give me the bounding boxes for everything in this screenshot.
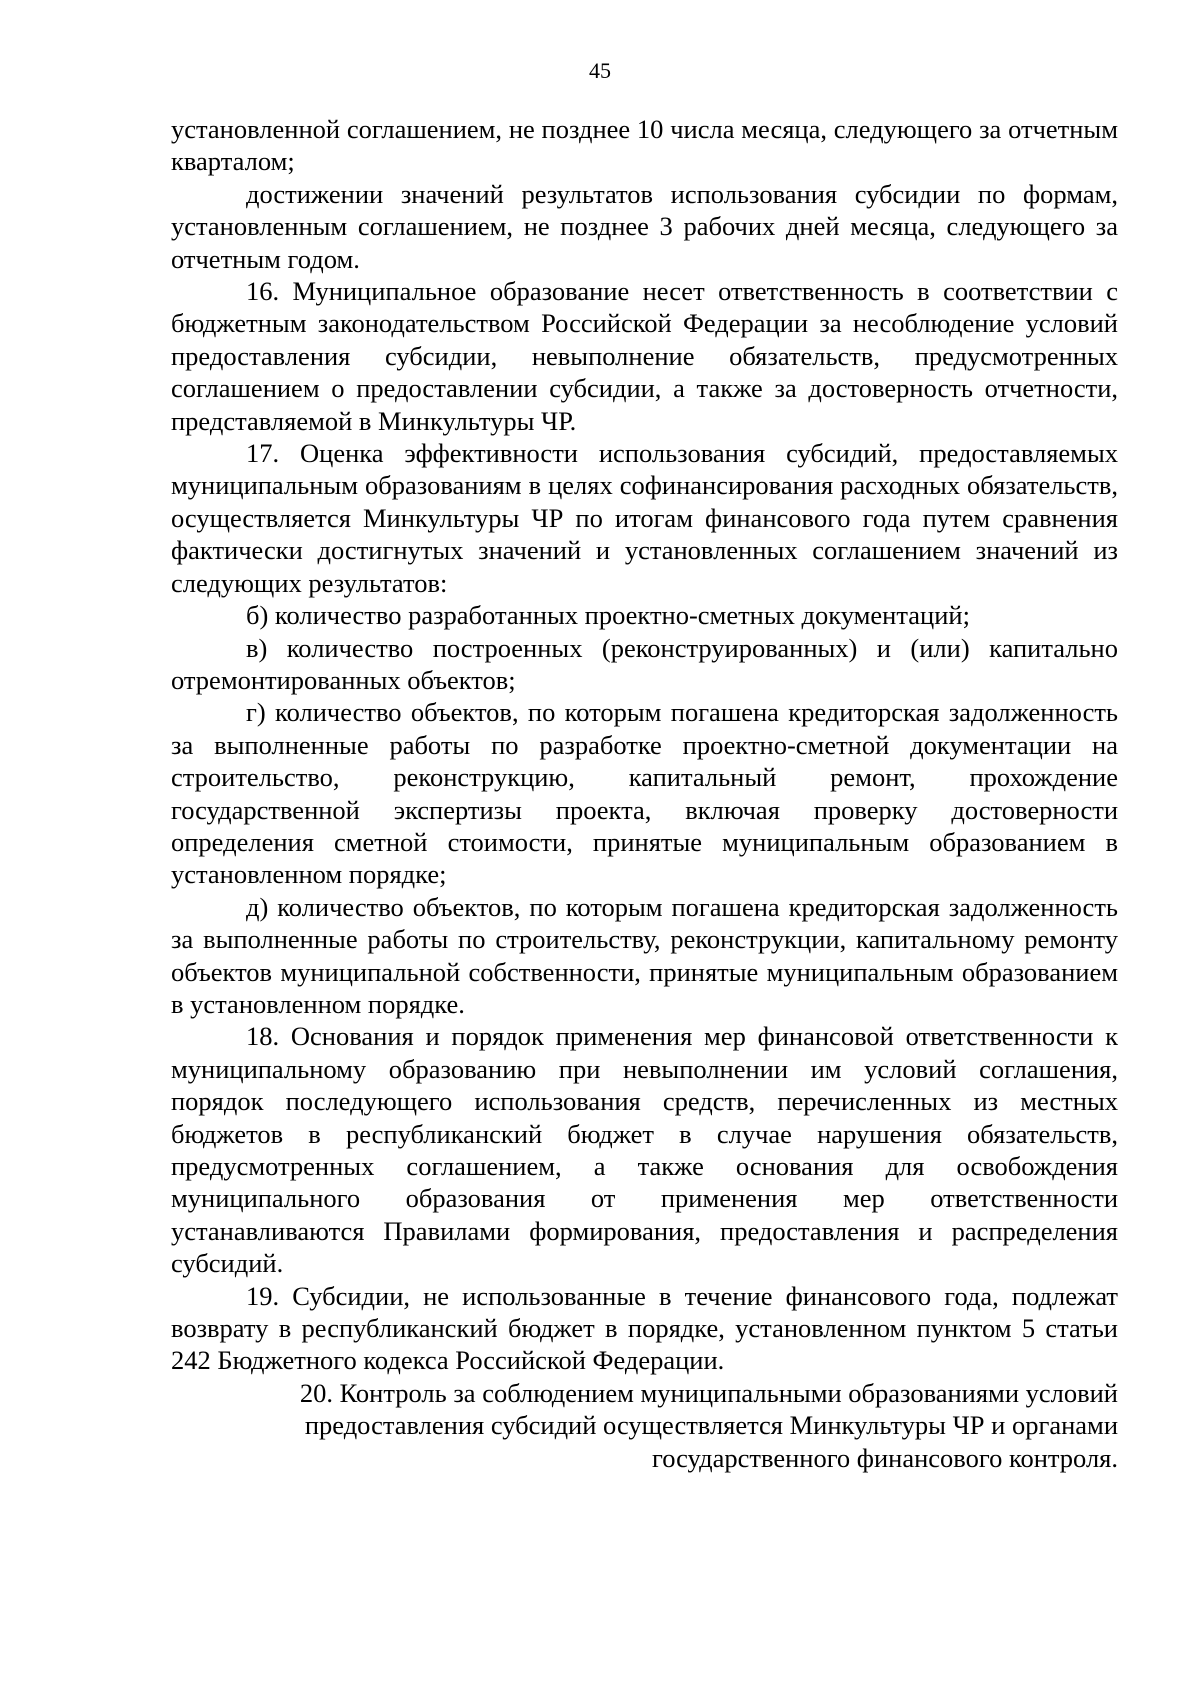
paragraph-19-subsidy-return: 19. Субсидии, не использованные в течение финансового года, подлежат возврату в республиканский бюджет в порядке, установленном пунктом 5 статьи 242 Бюджетного кодекса Российской Федерации. bbox=[171, 1280, 1118, 1376]
list-item-v: в) количество построенных (реконструированных) и (или) капитально отремонтированных объектов; bbox=[171, 632, 1118, 695]
list-item-d: д) количество объектов, по которым погашена кредиторская задолженность за выполненные работы по строительству, реконструкции, капитальному ремонту объектов муниципальной собственности, принятые муниципальным образованием в установленном порядке. bbox=[171, 891, 1118, 1019]
list-item-b: б) количество разработанных проектно-сметных документаций; bbox=[246, 600, 970, 631]
paragraph-reporting-deadline-year: достижении значений результатов использования субсидии по формам, установленным соглашением, не позднее 3 рабочих дней месяца, следующего за отчетным годом. bbox=[171, 178, 1118, 274]
paragraph-18-financial-liability: 18. Основания и порядок применения мер финансовой ответственности к муниципальному образованию при невыполнении им условий соглашения, порядок последующего использования средств, перечисленных из местных бюджетов в республиканский бюджет в случае нарушения обязательств, предусмотренных соглашением, а также основания для освобождения муниципального образования от применения мер ответственности устанавливаются Правилами формирования, предоставления и распределения субсидий. bbox=[171, 1021, 1118, 1279]
page-number: 45 bbox=[589, 58, 611, 83]
paragraph-16-responsibility: 16. Муниципальное образование несет ответственность в соответствии с бюджетным законодательством Российской Федерации за несоблюдение условий предоставления субсидии, невыполнение обязательств, предусмотренных соглашением о предоставлении субсидии, а также за достоверность отчетности, представляемой в Минкультуры ЧР. bbox=[171, 276, 1118, 436]
paragraph-reporting-deadline-quarter: установленной соглашением, не позднее 10 числа месяца, следующего за отчетным кварталом; bbox=[171, 114, 1118, 177]
list-item-g: г) количество объектов, по которым погашена кредиторская задолженность за выполненные работы по разработке проектно-сметной документации на строительство, реконструкцию, капитальный ремонт, прохождение государственной экспертизы проекта, включая проверку достоверности определения сметной стоимости, принятые муниципальным образованием в установленном порядке; bbox=[171, 697, 1118, 890]
paragraph-17-efficiency-evaluation: 17. Оценка эффективности использования субсидий, предоставляемых муниципальным образованиям в целях софинансирования расходных обязательств, осуществляется Минкультуры ЧР по итогам финансового года путем сравнения фактически достигнутых значений и установленных соглашением значений из следующих результатов: bbox=[171, 438, 1118, 598]
document-body bbox=[171, 113, 1118, 1474]
paragraph-20-control: 20. Контроль за соблюдением муниципальными образованиями условий предоставления субсидий осуществляется Минкультуры ЧР и органами государственного финансового контроля. bbox=[299, 1377, 1118, 1473]
